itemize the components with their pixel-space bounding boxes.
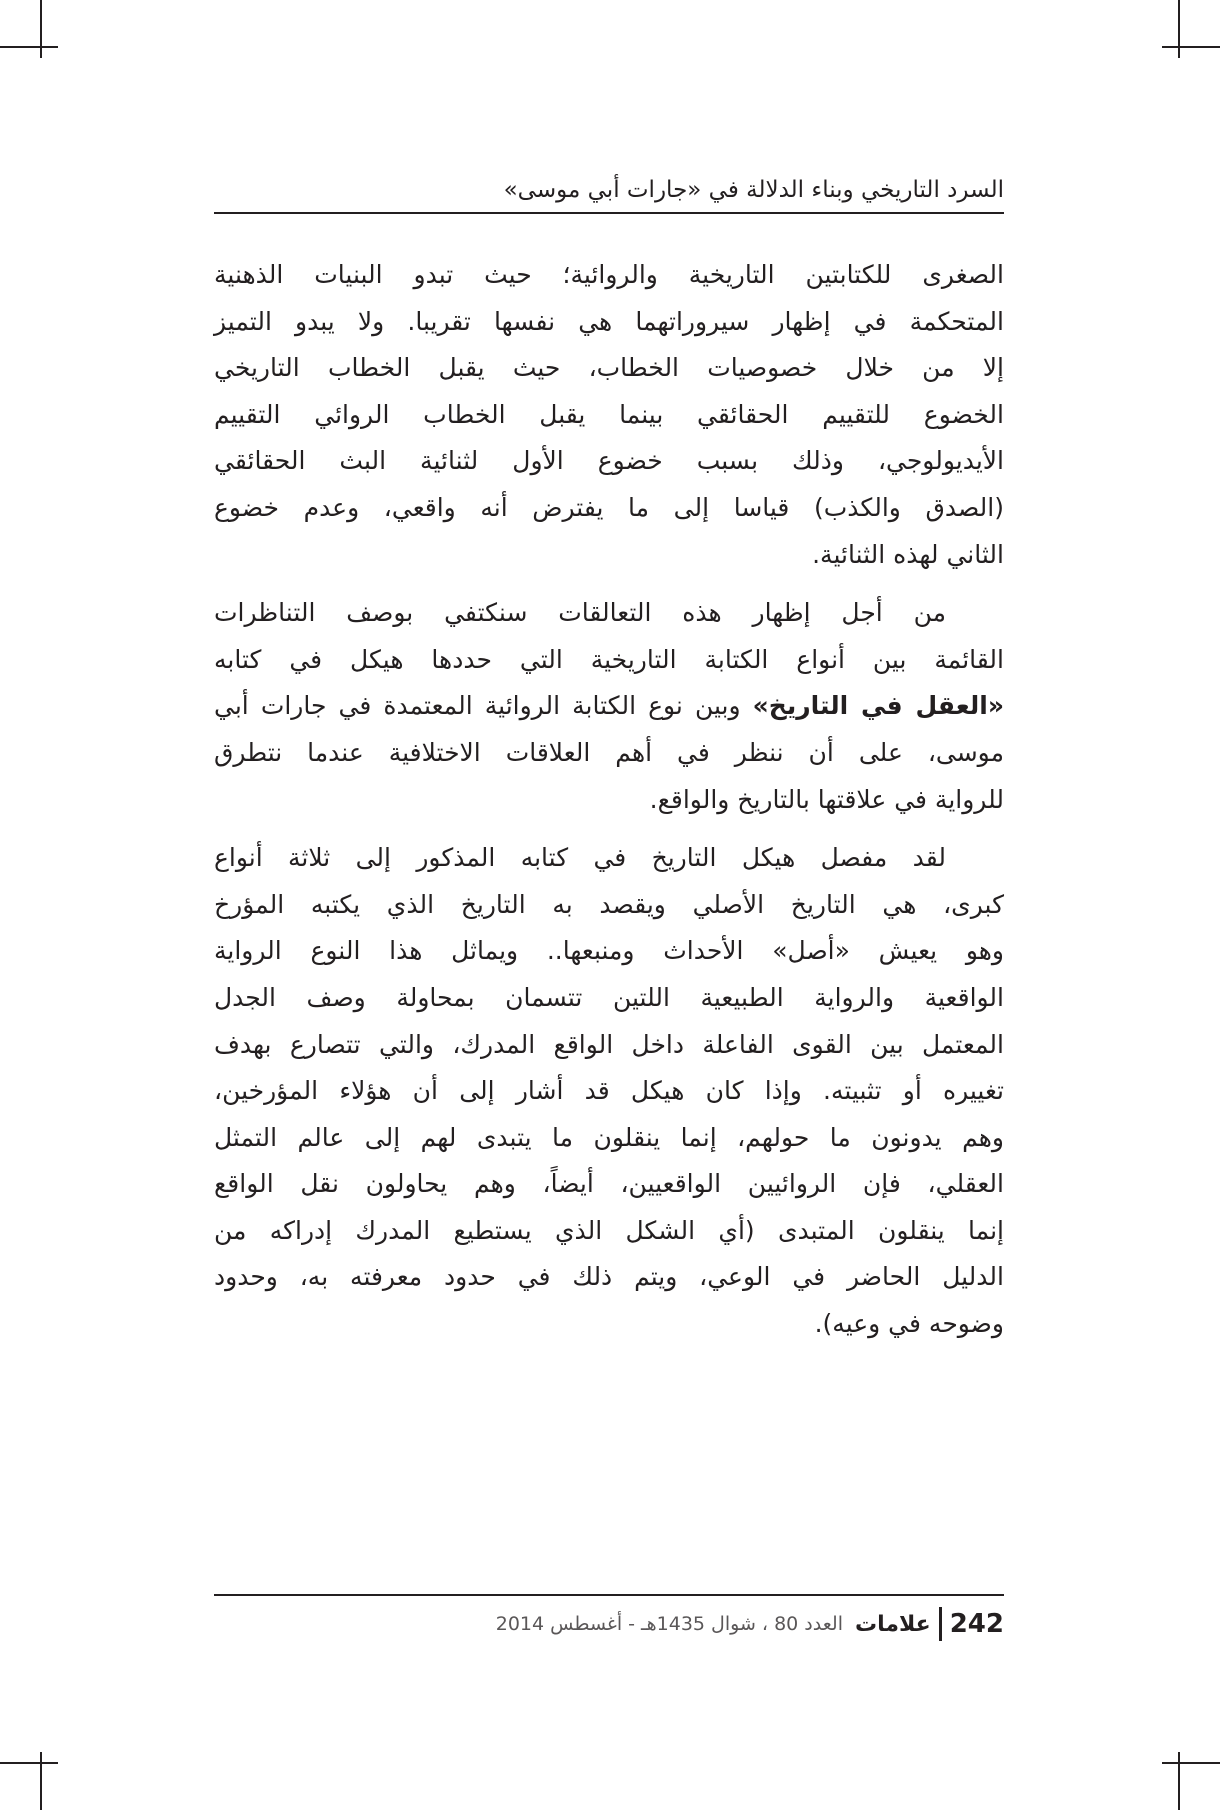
text-line: للرواية في علاقتها بالتاريخ والواقع. xyxy=(649,784,1004,814)
crop-mark-top-left-h xyxy=(0,46,58,48)
header-rule xyxy=(214,212,1004,214)
text-line: الواقعية والرواية الطبيعية اللتين تتسمان بمحاولة وصف الجدل xyxy=(214,982,1004,1012)
text-line: الثاني لهذه الثنائية. xyxy=(812,539,1004,569)
book-title: «العقل في التاريخ» xyxy=(752,691,1005,721)
paragraph-2 xyxy=(214,590,1004,823)
text-line: إلا من خلال خصوصيات الخطاب، حيث يقبل الخطاب التاريخي xyxy=(214,353,1004,383)
crop-mark-bottom-left xyxy=(40,1752,42,1810)
text-line: وضوحه في وعيه). xyxy=(814,1309,1004,1339)
text-line: المعتمل بين القوى الفاعلة داخل الواقع المدرك، والتي تتصارع بهدف xyxy=(214,1029,1004,1059)
text-line: الصغرى للكتابتين التاريخية والروائية؛ حيث تبدو البنيات الذهنية xyxy=(214,260,1004,289)
text-line-with-title xyxy=(214,683,1004,730)
text-line: الخضوع للتقييم الحقائقي بينما يقبل الخطاب الروائي التقييم xyxy=(214,399,1004,429)
crop-mark-top-left xyxy=(40,0,42,58)
paragraph-3 xyxy=(214,835,1004,1348)
text-line: وهو يعيش «أصل» الأحداث ومنبعها.. ويماثل هذا النوع الرواية xyxy=(214,936,1004,966)
text-line: الدليل الحاضر في الوعي، ويتم ذلك في حدود معرفته به، وحدود xyxy=(214,1262,1004,1292)
crop-mark-bottom-right xyxy=(1178,1752,1180,1810)
text-line: موسى، على أن ننظر في أهم العلاقات الاختلافية عندما نتطرق xyxy=(214,737,1004,767)
paragraph-1 xyxy=(214,252,1004,578)
crop-mark-bottom-left-h xyxy=(0,1762,58,1764)
issue-info: العدد 80 ، شوال 1435هـ - أغسطس 2014 xyxy=(495,1613,843,1635)
text-line: من أجل إظهار هذه التعالقات سنكتفي بوصف التناظرات xyxy=(214,598,946,628)
page-number: 242 xyxy=(949,1609,1004,1639)
running-header: السرد التاريخي وبناء الدلالة في «جارات أبي موسى» xyxy=(503,177,1004,203)
text-line: المتحكمة في إظهار سيروراتهما هي نفسها تقريبا. ولا يبدو التميز xyxy=(214,306,1004,336)
body-text xyxy=(214,252,1004,1348)
crop-mark-top-right-h xyxy=(1162,46,1220,48)
text-line: وهم يدونون ما حولهم، إنما ينقلون ما يتبدى لهم إلى عالم التمثل xyxy=(214,1122,1004,1152)
text-line: الأيديولوجي، وذلك بسبب خضوع الأول لثنائية البث الحقائقي xyxy=(214,446,1004,476)
text-line-rest: وبين نوع الكتابة الروائية المعتمدة في جارات أبي xyxy=(214,691,753,721)
crop-mark-top-right xyxy=(1178,0,1180,58)
text-line: (الصدق والكذب) قياسا إلى ما يفترض أنه واقعي، وعدم خضوع xyxy=(214,492,1004,522)
footer-separator xyxy=(939,1607,942,1641)
text-line: لقد مفصل هيكل التاريخ في كتابه المذكور إلى ثلاثة أنواع xyxy=(214,843,946,873)
text-line: العقلي، فإن الروائيين الواقعيين، أيضاً، وهم يحاولون نقل الواقع xyxy=(214,1169,1004,1199)
text-line: تغييره أو تثبيته. وإذا كان هيكل قد أشار إلى أن هؤلاء المؤرخين، xyxy=(214,1076,1004,1106)
page-footer xyxy=(214,1604,1004,1644)
crop-mark-bottom-right-h xyxy=(1162,1762,1220,1764)
text-line: القائمة بين أنواع الكتابة التاريخية التي حددها هيكل في كتابه xyxy=(214,644,1004,674)
journal-logo: علامات xyxy=(854,1611,931,1637)
text-line: إنما ينقلون المتبدى (أي الشكل الذي يستطيع المدرك إدراكه من xyxy=(214,1215,1004,1245)
footer-rule xyxy=(214,1594,1004,1596)
text-line: كبرى، هي التاريخ الأصلي ويقصد به التاريخ الذي يكتبه المؤرخ xyxy=(214,889,1004,919)
